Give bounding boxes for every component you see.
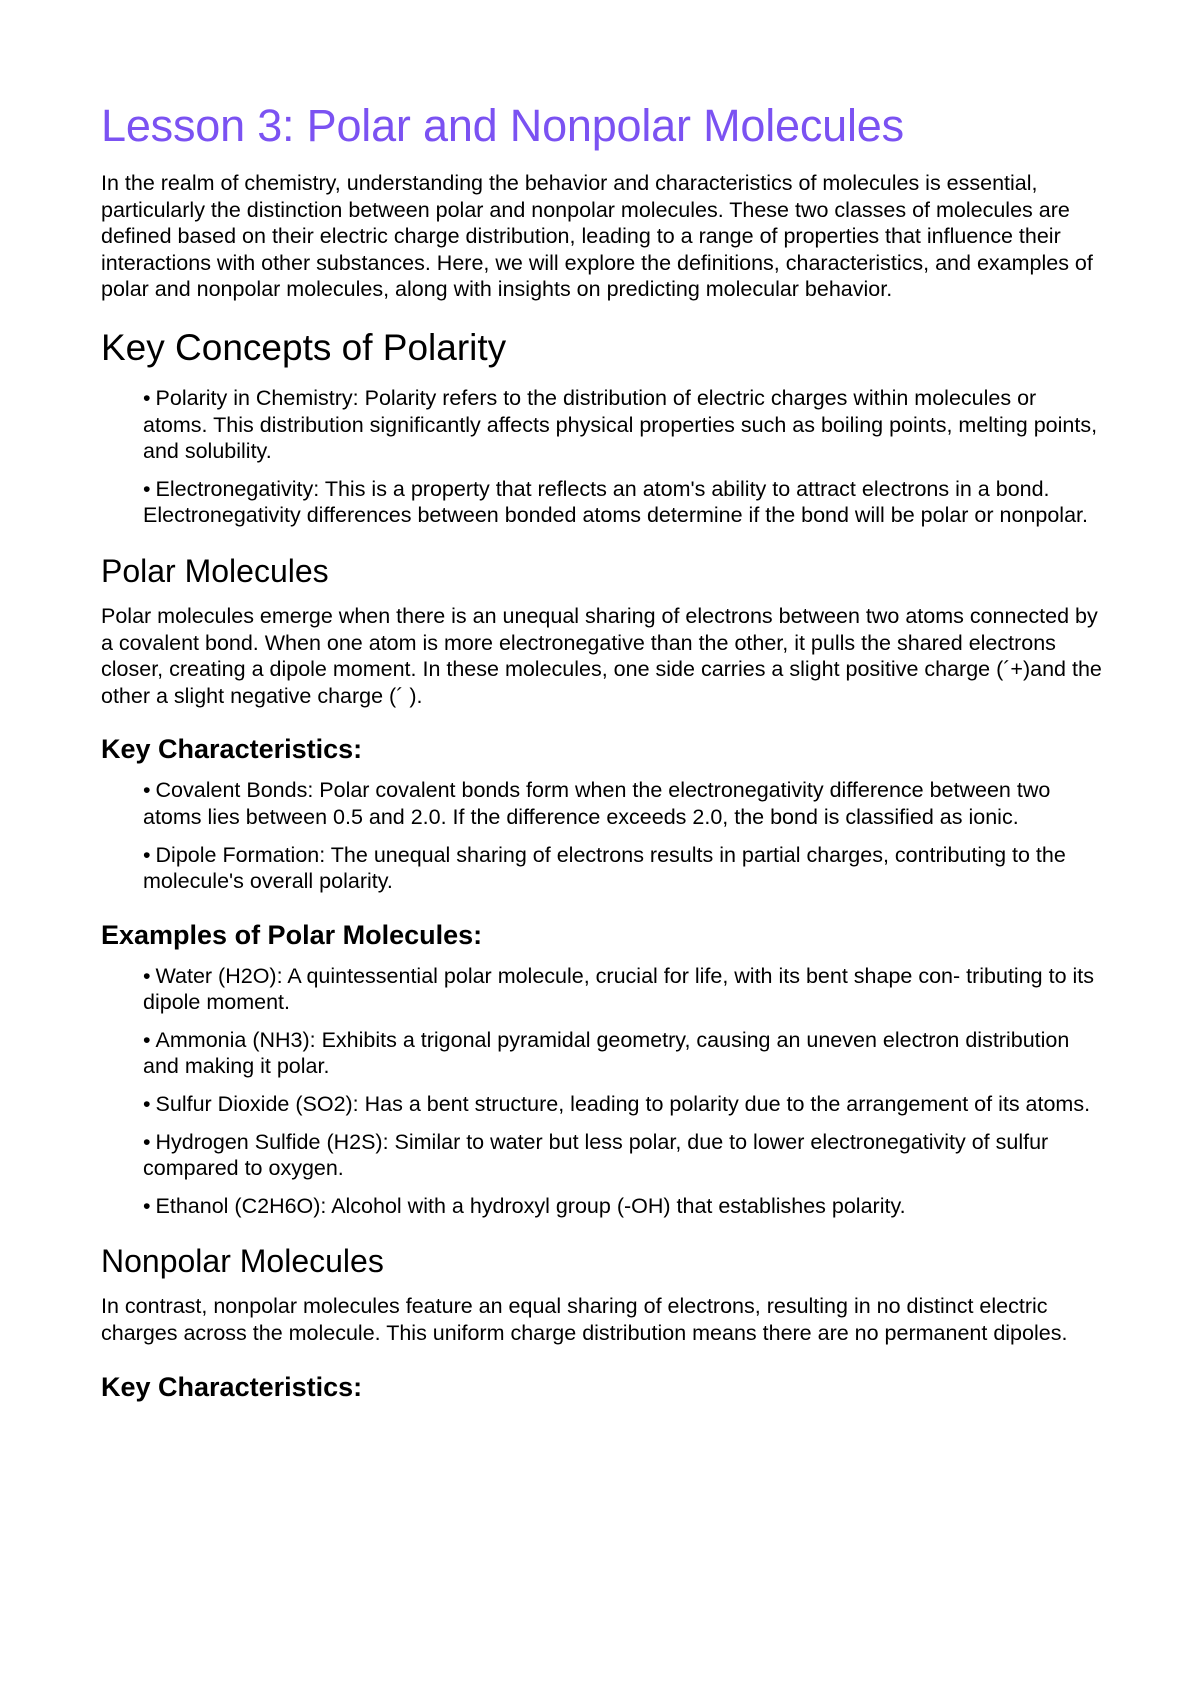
- list-item-text: Water (H2O): A quintessential polar molecule, crucial for life, with its bent shape con- tributing to its dipole moment.: [143, 963, 1094, 1015]
- polar-characteristics-heading: Key Characteristics:: [101, 734, 363, 765]
- list-item: [143, 385, 1104, 465]
- list-item-text: Hydrogen Sulfide (H2S): Similar to water but less polar, due to lower electronegativity of sulfur compared to oxygen.: [143, 1129, 1049, 1181]
- bullet-icon: •: [143, 1129, 151, 1154]
- list-item-text: Polarity in Chemistry: Polarity refers to the distribution of electric charges within molecules or atoms. This distribution significantly affects physical properties such as boiling points, melting points, and solubility.: [143, 385, 1098, 464]
- list-item: [143, 1129, 1104, 1182]
- list-item-text: Covalent Bonds: Polar covalent bonds form when the electronegativity difference between two atoms lies between 0.5 and 2.0. If the difference exceeds 2.0, the bond is classified as ionic.: [143, 778, 1051, 829]
- bullet-icon: •: [143, 778, 151, 803]
- bullet-icon: •: [143, 385, 151, 410]
- lesson-title: Lesson 3: Polar and Nonpolar Molecules: [101, 100, 904, 151]
- bullet-icon: •: [143, 1092, 151, 1117]
- list-item-text: Ethanol (C2H6O): Alcohol with a hydroxyl group (-OH) that establishes polarity.: [155, 1193, 906, 1218]
- nonpolar-molecules-heading: Nonpolar Molecules: [101, 1243, 384, 1280]
- list-item-text: Ammonia (NH3): Exhibits a trigonal pyramidal geometry, causing an uneven electron distribution and making it polar.: [143, 1027, 1070, 1079]
- key-concepts-heading: Key Concepts of Polarity: [101, 326, 507, 368]
- list-item: [143, 1193, 1104, 1220]
- list-item: [143, 777, 1104, 830]
- list-item-text: Sulfur Dioxide (SO2): Has a bent structure, leading to polarity due to the arrangement of its atoms.: [155, 1092, 1091, 1117]
- list-item: [143, 1091, 1104, 1118]
- list-item: [143, 963, 1104, 1016]
- polar-paragraph: Polar molecules emerge when there is an unequal sharing of electrons between two atoms connected by a covalent bond. When one atom is more electronegative than the other, it pulls the shared electrons closer, creating a dipole moment. In these molecules, one side carries a slight positive charge (´+)and the other a slight negative charge (´ ).: [101, 603, 1102, 708]
- polar-characteristics-list: [101, 777, 1104, 894]
- bullet-icon: •: [143, 1193, 151, 1218]
- bullet-icon: •: [143, 1027, 151, 1052]
- bullet-icon: •: [143, 963, 151, 988]
- bullet-icon: •: [143, 476, 151, 501]
- list-item: [143, 1027, 1104, 1080]
- nonpolar-paragraph: In contrast, nonpolar molecules feature an equal sharing of electrons, resulting in no distinct electric charges across the molecule. This uniform charge distribution means there are no permanent dipoles.: [101, 1294, 1068, 1346]
- key-concepts-list: [101, 385, 1104, 529]
- list-item: [143, 842, 1104, 895]
- bullet-icon: •: [143, 842, 151, 867]
- polar-examples-heading: Examples of Polar Molecules:: [101, 919, 483, 950]
- polar-molecules-heading: Polar Molecules: [101, 552, 329, 589]
- list-item-text: Electronegativity: This is a property that reflects an atom's ability to attract electrons in a bond. Electronegativity differences between bonded atoms determine if the bond will be polar or nonpolar.: [143, 476, 1088, 528]
- nonpolar-characteristics-heading: Key Characteristics:: [101, 1371, 363, 1402]
- polar-examples-list: [101, 963, 1104, 1220]
- list-item-text: Dipole Formation: The unequal sharing of electrons results in partial charges, contributing to the molecule's overall polarity.: [143, 842, 1066, 894]
- intro-paragraph: In the realm of chemistry, understanding the behavior and characteristics of molecules is essential, particularly the distinction between polar and nonpolar molecules. These two classes of molecules are defined based on their electric charge distribution, leading to a range of properties that influence their interactions with other substances. Here, we will explore the definitions, characteristics, and examples of polar and nonpolar molecules, along with insights on predicting molecular behavior.: [101, 171, 1093, 302]
- list-item: [143, 476, 1104, 529]
